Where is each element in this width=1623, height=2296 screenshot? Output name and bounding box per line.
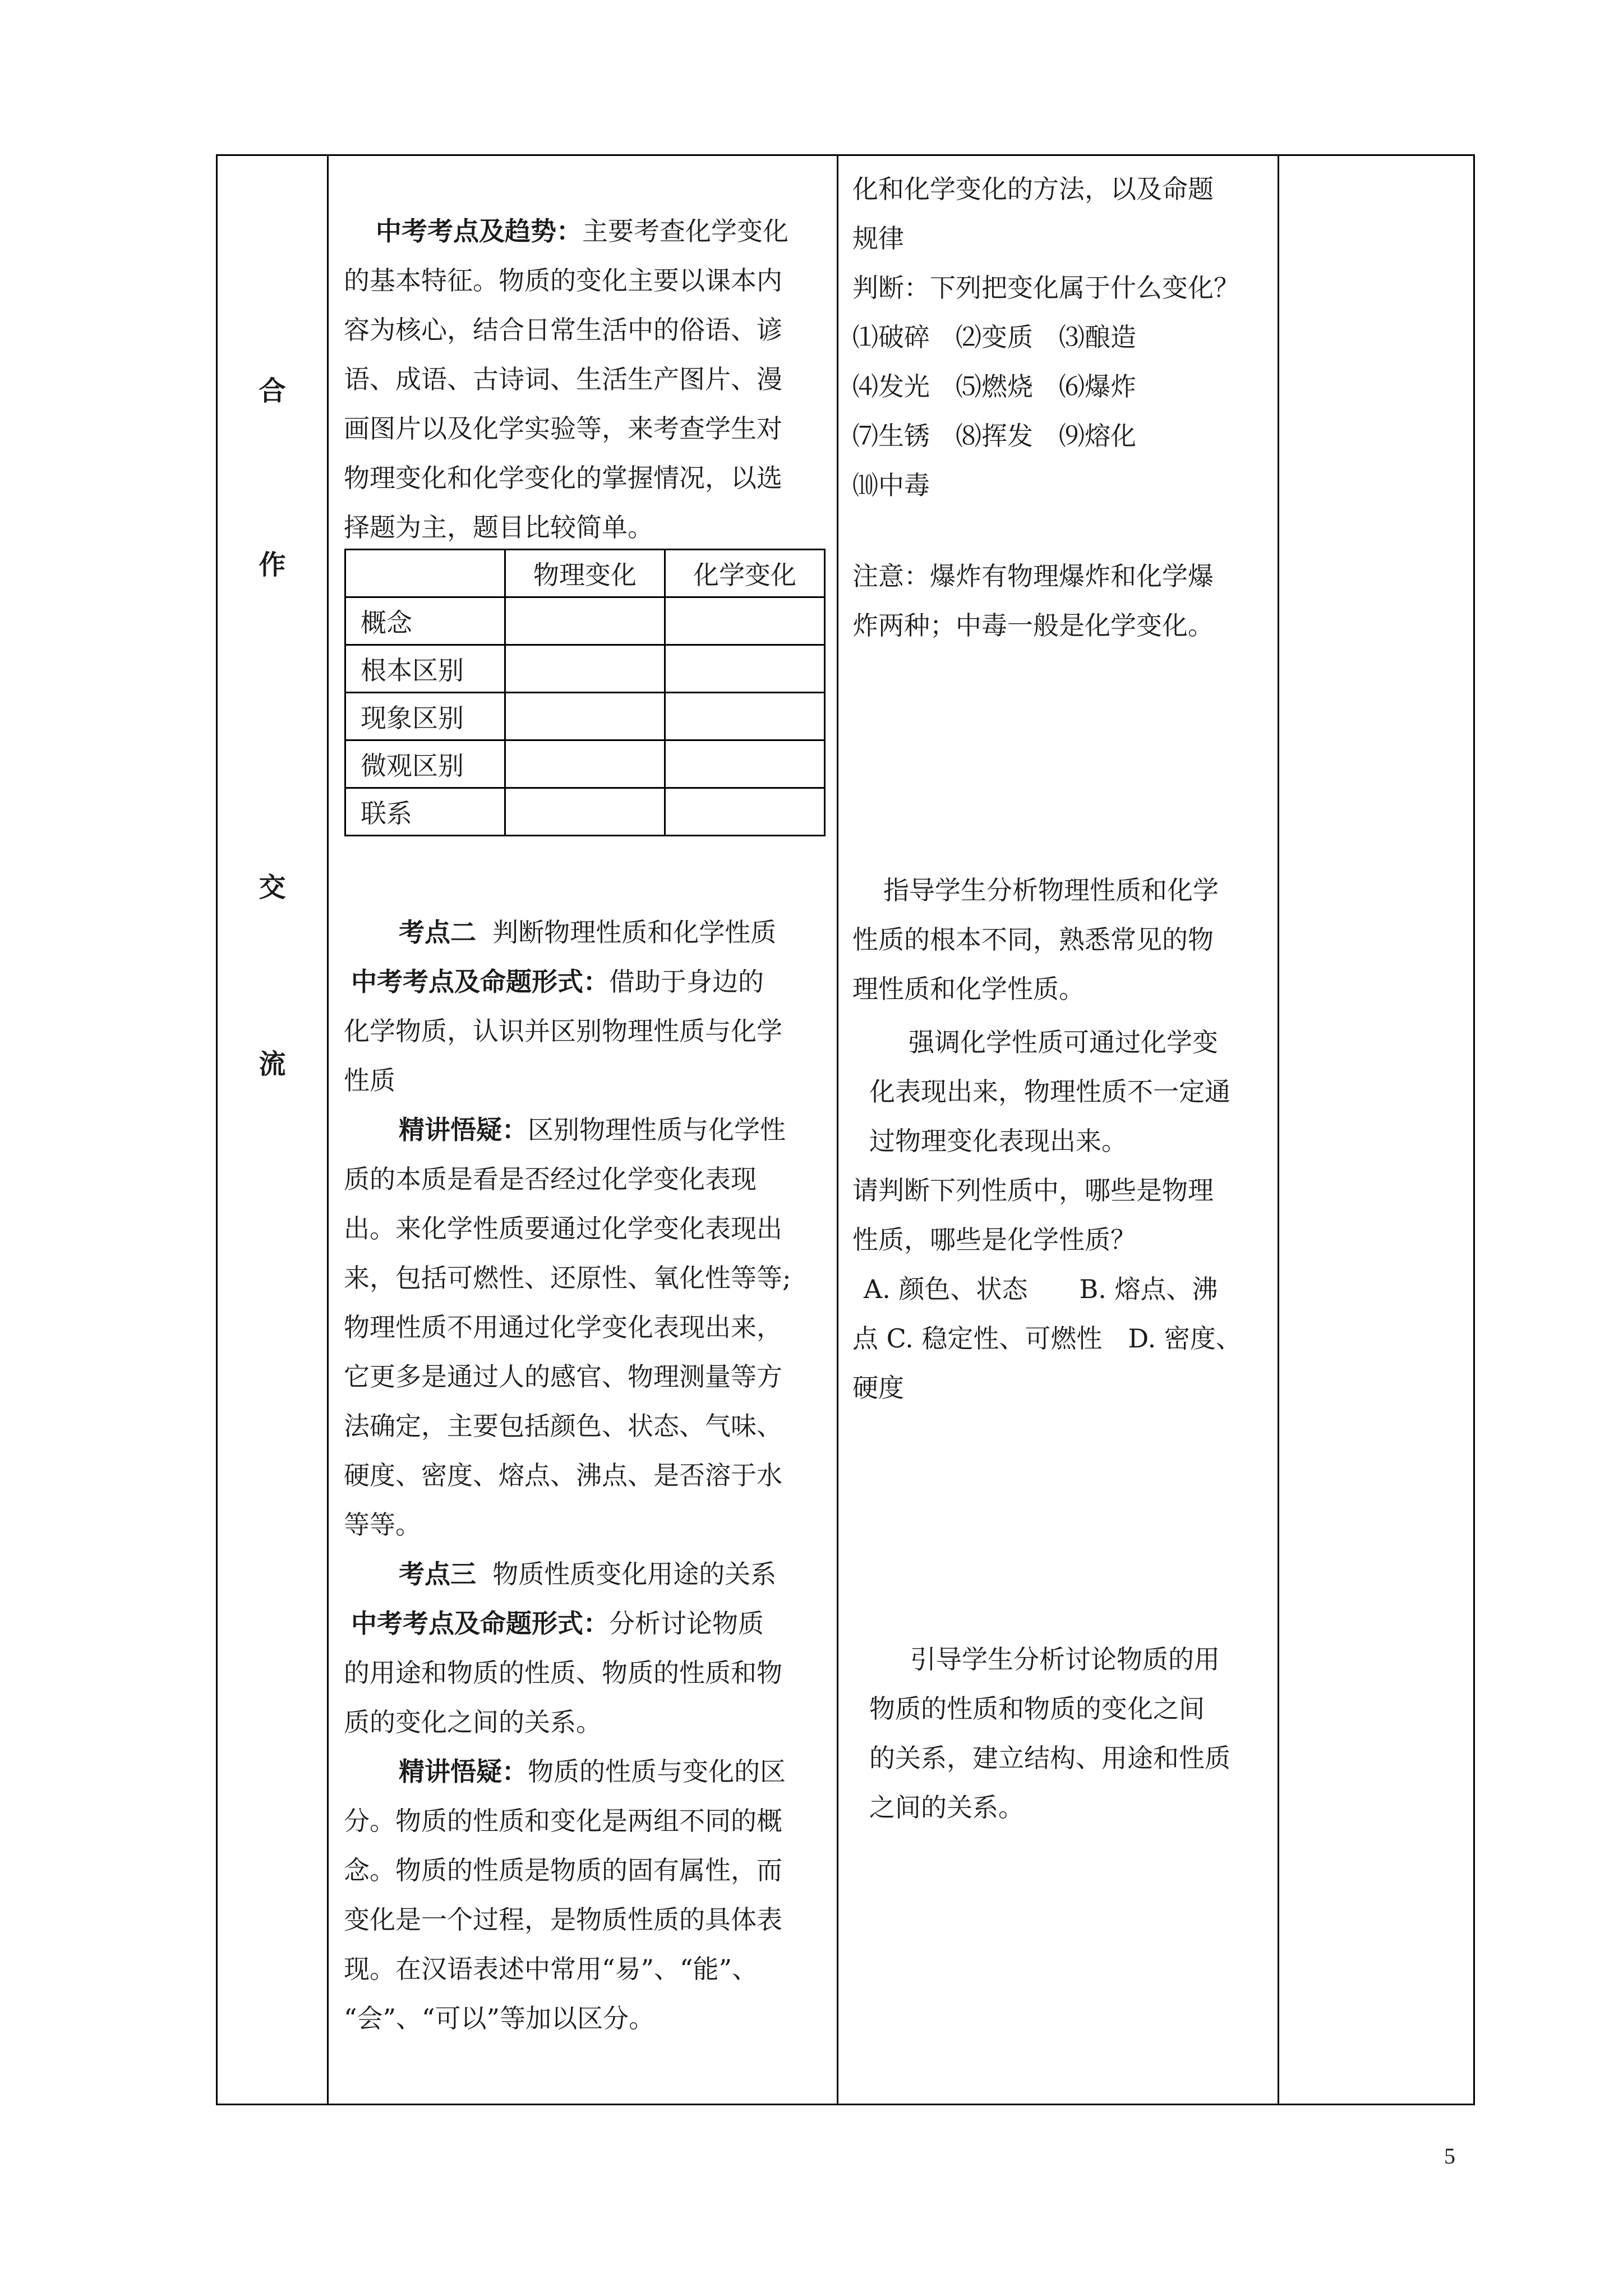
table-cell (505, 693, 665, 740)
side-label-char: 合 (259, 375, 286, 407)
table-cell (665, 597, 825, 645)
lesson-table (216, 154, 1475, 2105)
explain3-paragraph: 精讲悟疑：物质的性质与变化的区 (399, 1756, 786, 1787)
text-line: 物理性质不用通过化学变化表现出来， (344, 1312, 782, 1342)
table-cell (665, 740, 825, 788)
form3-paragraph: 中考考点及命题形式：分析讨论物质 (351, 1608, 764, 1639)
text-line: 择题为主，题目比较简单。 (344, 512, 653, 542)
text-line: 物质的性质和物质的变化之间 (869, 1694, 1205, 1724)
text-line: 它更多是通过人的感官、物理测量等方 (344, 1361, 782, 1392)
table-row (345, 645, 825, 693)
table-header-row (345, 550, 825, 597)
text-line: 等等。 (344, 1510, 421, 1540)
text-line: 引导学生分析讨论物质的用 (910, 1644, 1220, 1674)
text-line: 出。来化学性质要通过化学变化表现出 (344, 1213, 782, 1244)
text-line: 化表现出来，物理性质不一定通 (869, 1076, 1230, 1107)
form2-paragraph: 中考考点及命题形式：借助于身边的 (351, 967, 764, 997)
text-line: 判断：下列把变化属于什么变化？ (852, 273, 1239, 303)
table-cell (505, 597, 665, 645)
text-line: 化和化学变化的方法，以及命题 (852, 174, 1214, 204)
table-row (345, 693, 825, 740)
text-line: 的基本特征。物质的变化主要以课本内 (344, 265, 782, 296)
row-label: 微观区别 (345, 740, 505, 788)
text-line: 请判断下列性质中，哪些是物理 (852, 1175, 1214, 1205)
table-cell (505, 645, 665, 693)
option-line: ⑽中毒 (852, 470, 930, 500)
text-line: 规律 (852, 223, 904, 254)
trend-paragraph: 中考考点及趋势：主要考查化学变化 (376, 216, 789, 246)
text-line: 过物理变化表现出来。 (869, 1126, 1127, 1156)
table-cell (665, 693, 825, 740)
text-line: “会”、“可以”等加以区分。 (344, 2003, 655, 2033)
text-line: 分。物质的性质和变化是两组不同的概 (344, 1806, 782, 1836)
text-line: 语、成语、古诗词、生活生产图片、漫 (344, 364, 782, 394)
table-header-cell: 物理变化 (505, 550, 665, 597)
table-header-cell: 化学变化 (665, 550, 825, 597)
trend-label: 中考考点及趋势： (376, 216, 582, 246)
text-line: 质的变化之间的关系。 (344, 1707, 602, 1737)
text-line: 念。物质的性质是物质的固有属性，而 (344, 1855, 782, 1885)
side-label-char: 流 (259, 1048, 286, 1080)
text-line: 的用途和物质的性质、物质的性质和物 (344, 1658, 782, 1688)
point3-heading: 考点三 物质性质变化用途的关系 (399, 1559, 777, 1589)
comparison-table (344, 549, 826, 836)
option-line: 硬度 (852, 1373, 904, 1403)
text-line: 指导学生分析物理性质和化学 (883, 875, 1219, 905)
text-line: 法确定，主要包括颜色、状态、气味、 (344, 1411, 782, 1441)
text-line: 质的本质是看是否经过化学变化表现 (344, 1164, 757, 1194)
option-line: 点 C. 稳定性、可燃性 D. 密度、 (852, 1323, 1242, 1354)
note-line: 炸两种；中毒一般是化学变化。 (852, 610, 1214, 641)
text-line: 性质的根本不同，熟悉常见的物 (852, 924, 1214, 955)
table-row (345, 740, 825, 788)
text-line: 变化是一个过程，是物质性质的具体表 (344, 1904, 782, 1935)
text-line: 性质 (344, 1065, 395, 1096)
text-line: 画图片以及化学实验等，来考查学生对 (344, 413, 782, 444)
point2-heading: 考点二 判断物理性质和化学性质 (399, 917, 777, 947)
text-line: 化学物质，认识并区别物理性质与化学 (344, 1016, 782, 1046)
page-number: 5 (1444, 2143, 1455, 2169)
table-row (345, 597, 825, 645)
row-label: 联系 (345, 788, 505, 836)
text-line: 物理变化和化学变化的掌握情况，以选 (344, 463, 782, 493)
option-line: ⑺生锈 ⑻挥发 ⑼熔化 (852, 421, 1136, 451)
row-label: 现象区别 (345, 693, 505, 740)
side-label-char: 交 (259, 872, 286, 903)
text-line: 来，包括可燃性、还原性、氧化性等等; (344, 1263, 791, 1293)
text-line: 的关系，建立结构、用途和性质 (869, 1743, 1230, 1773)
side-label-char: 作 (259, 549, 286, 581)
row-label: 根本区别 (345, 645, 505, 693)
row-label: 概念 (345, 597, 505, 645)
text-line: 性质，哪些是化学性质？ (852, 1225, 1136, 1255)
table-row (345, 788, 825, 836)
table-cell (505, 788, 665, 836)
teacher-column (838, 156, 1278, 2104)
option-line: ⑴破碎 ⑵变质 ⑶酿造 (852, 322, 1136, 352)
note-line: 注意：爆炸有物理爆炸和化学爆 (852, 561, 1214, 591)
option-line: A. 颜色、状态 B. 熔点、沸 (864, 1274, 1218, 1304)
text-line: 现。在汉语表述中常用“易”、“能”、 (344, 1954, 758, 1984)
content-column (329, 156, 837, 2104)
table-cell (505, 740, 665, 788)
table-header-cell (345, 550, 505, 597)
text-line: 容为核心，结合日常生活中的俗语、谚 (344, 315, 782, 345)
table-cell (665, 645, 825, 693)
notes-column (1279, 156, 1475, 2104)
text-line: 硬度、密度、熔点、沸点、是否溶于水 (344, 1460, 782, 1490)
text-line: 强调化学性质可通过化学变 (909, 1027, 1218, 1057)
text-line: 之间的关系。 (869, 1792, 1024, 1823)
option-line: ⑷发光 ⑸燃烧 ⑹爆炸 (852, 371, 1136, 402)
table-cell (665, 788, 825, 836)
explain2-paragraph: 精讲悟疑：区别物理性质与化学性 (399, 1115, 786, 1145)
text-line: 理性质和化学性质。 (852, 974, 1085, 1004)
